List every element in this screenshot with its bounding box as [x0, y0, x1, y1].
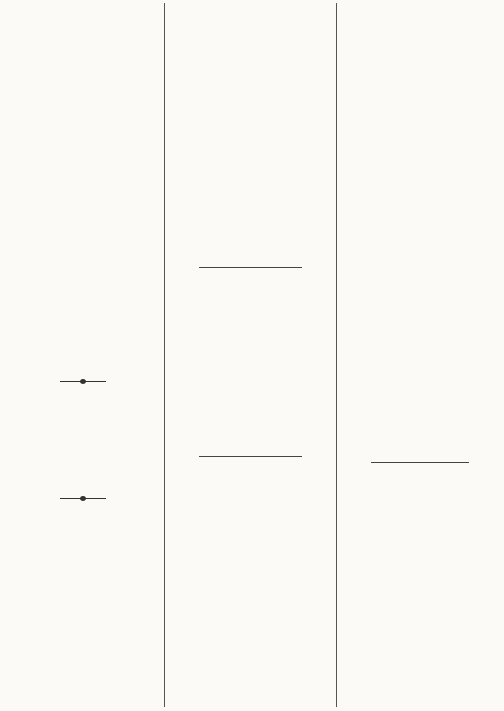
- article-paragraph: [341, 486, 499, 558]
- article-paragraph: [169, 591, 332, 631]
- article-paragraph: [341, 419, 499, 459]
- section-ornament: [60, 379, 106, 384]
- section-divider: [199, 267, 302, 268]
- article-paragraph: [341, 128, 499, 180]
- article-paragraph: [5, 525, 160, 595]
- middle-column: [169, 3, 332, 707]
- article-byline: [341, 479, 499, 484]
- article-paragraph: [341, 26, 499, 70]
- column-rule: [336, 3, 337, 707]
- article-paragraph: [5, 408, 160, 460]
- article-paragraph: [5, 354, 160, 376]
- article-paragraph: [169, 538, 332, 588]
- article-paragraph: [341, 246, 499, 298]
- article-paragraph: [341, 301, 499, 361]
- article-paragraph: [169, 413, 332, 453]
- article-paragraph: [5, 598, 160, 650]
- article-headline: [341, 4, 499, 14]
- article-headline: [169, 19, 332, 31]
- left-column: [5, 3, 160, 707]
- article-paragraph: [5, 246, 160, 286]
- right-column: [341, 3, 499, 707]
- article-paragraph: [5, 3, 160, 113]
- article-paragraph: [169, 305, 332, 357]
- article-paragraph: [169, 471, 332, 535]
- article-headline: [169, 285, 332, 297]
- article-paragraph: [169, 360, 332, 410]
- article-headline: [169, 460, 332, 470]
- article-paragraph: [5, 116, 160, 180]
- column-rule: [164, 3, 165, 707]
- article-byline: [169, 298, 332, 303]
- article-paragraph: [169, 634, 332, 674]
- section-ornament: [60, 496, 106, 501]
- article-paragraph: [5, 463, 160, 493]
- article-paragraph: [169, 157, 332, 217]
- article-paragraph: [341, 561, 499, 621]
- article-paragraph: [5, 183, 160, 243]
- article-paragraph: [341, 73, 499, 125]
- article-paragraph: [169, 220, 332, 264]
- article-headline: [5, 387, 160, 400]
- article-headline: [169, 5, 332, 17]
- article-headline: [341, 15, 499, 25]
- article-byline: [5, 518, 160, 523]
- article-headline: [169, 271, 332, 283]
- article-paragraph: [341, 183, 499, 243]
- article-paragraph: [341, 364, 499, 416]
- article-paragraph: [169, 94, 332, 154]
- article-paragraph: [169, 39, 332, 91]
- section-divider: [199, 456, 302, 457]
- article-headline: [5, 504, 160, 517]
- article-byline: [169, 32, 332, 37]
- article-paragraph: [5, 653, 160, 693]
- article-byline: [5, 401, 160, 406]
- article-paragraph: [5, 289, 160, 351]
- section-divider: [371, 462, 469, 463]
- article-headline: [341, 466, 499, 478]
